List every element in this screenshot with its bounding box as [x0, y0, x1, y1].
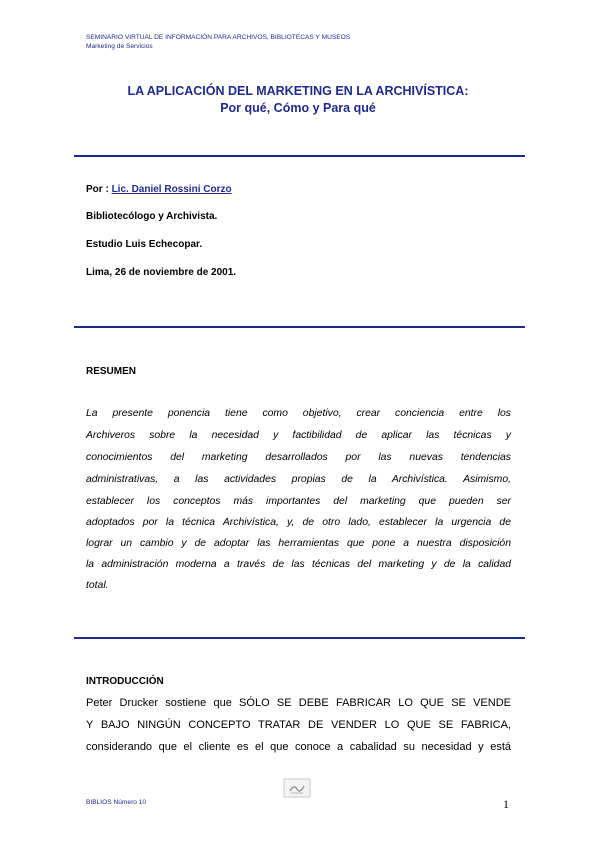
abstract-line: la administración moderna a través de las técnicas del marketing y de la calidad [86, 559, 511, 570]
abstract-line: lograr un cambio y de adoptar las herramientas que pone a nuestra disposición [86, 538, 511, 549]
footer-issue: BIBLIOS Número 10 [86, 799, 147, 806]
abstract-line: total. [86, 580, 109, 591]
body-line: considerando que el cliente es el que conoce a cabalidad su necesidad y está [86, 741, 511, 753]
document-title: LA APLICACIÓN DEL MARKETING EN LA ARCHIVÍSTICA: [127, 84, 469, 98]
divider-rule [74, 326, 525, 328]
author-organization: Estudio Luis Echecopar. [86, 239, 203, 250]
abstract-line: establecer los conceptos más importantes del marketing que pueden ser [86, 496, 511, 507]
publication-logo-icon [283, 778, 311, 798]
abstract-line: conocimientos del marketing desarrollados por las nuevas tendencias [86, 452, 511, 463]
abstract-line: administrativas, a las actividades propias de la Archivística. Asimismo, [86, 474, 511, 485]
abstract-heading: RESUMEN [86, 366, 137, 377]
author-name-link[interactable]: Lic. Daniel Rossini Corzo [111, 184, 232, 195]
running-header-subject: Marketing de Servicios [86, 43, 153, 50]
abstract-line: Archiveros sobre la necesidad y factibilidad de aplicar las técnicas y [86, 430, 511, 441]
abstract-line: La presente ponencia tiene como objetivo, crear conciencia entre los [86, 408, 511, 419]
document-date: Lima, 26 de noviembre de 2001. [86, 267, 237, 278]
document-subtitle: Por qué, Cómo y Para qué [220, 101, 376, 115]
body-line: Peter Drucker sostiene que SÓLO SE DEBE FABRICAR LO QUE SE VENDE [86, 697, 511, 709]
author-by-label: Por : [86, 184, 112, 195]
page-number: 1 [503, 797, 509, 811]
abstract-line: adoptados por la técnica Archivística, y, de otro lado, establecer la urgencia de [86, 517, 511, 528]
body-line: Y BAJO NINGÚN CONCEPTO TRATAR DE VENDER LO QUE SE FABRICA, [86, 719, 511, 731]
divider-rule [74, 637, 525, 639]
introduction-heading: INTRODUCCIÓN [86, 676, 164, 687]
running-header-seminar: SEMINARIO VIRTUAL DE INFORMACIÓN PARA ARCHIVOS, BIBLIOTECAS Y MUSEOS [86, 34, 351, 41]
author-role: Bibliotecólogo y Archivista. [86, 211, 218, 222]
author-line [86, 185, 232, 195]
divider-rule [74, 155, 525, 157]
